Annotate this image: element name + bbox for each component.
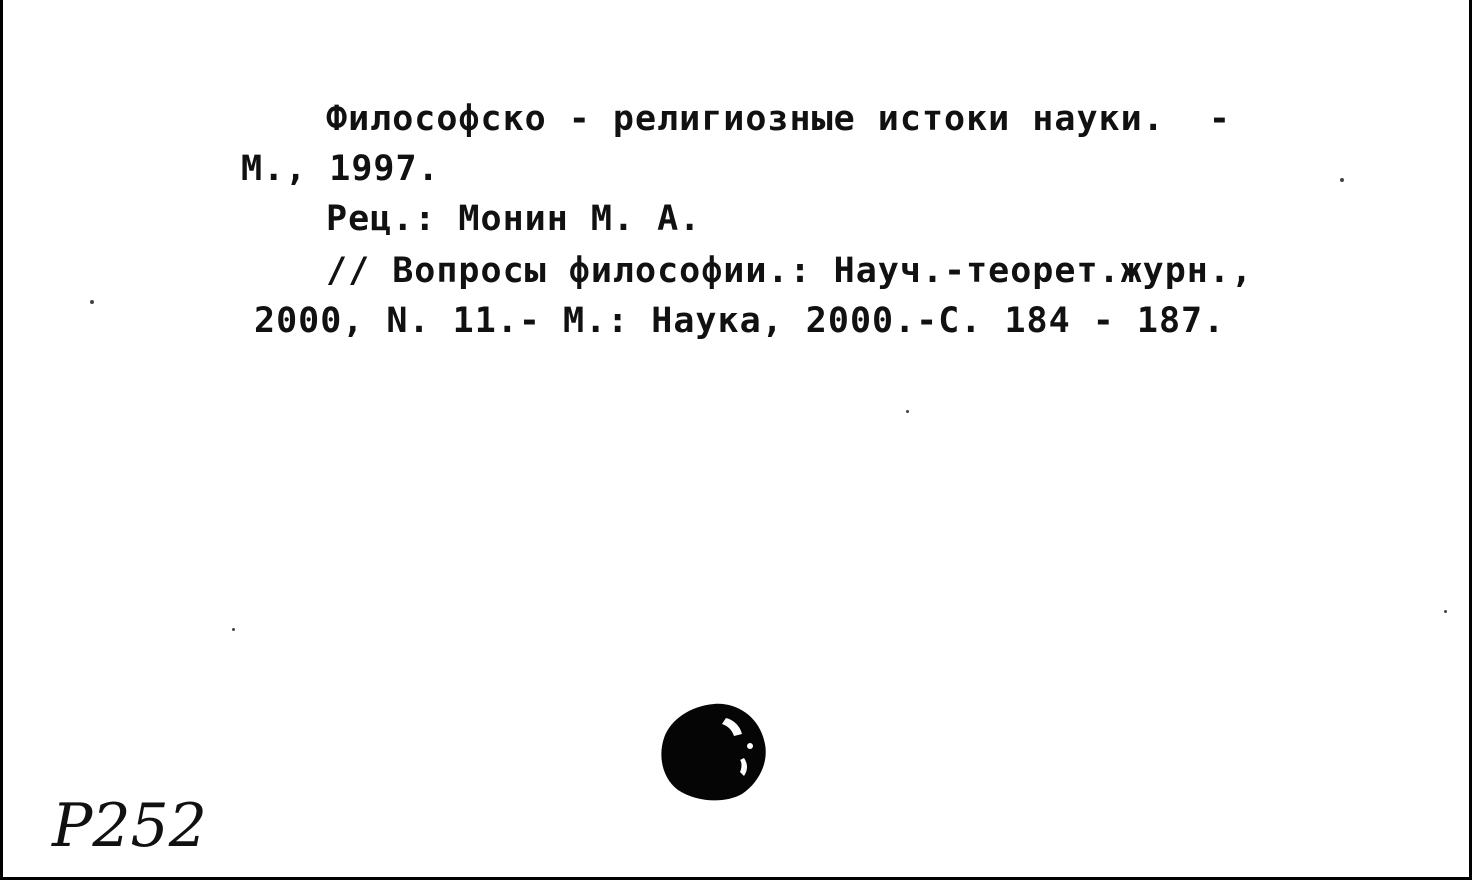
speck — [90, 300, 94, 304]
speck — [1444, 610, 1447, 613]
punch-hole-blot — [656, 700, 772, 804]
publication-line: М., 1997. — [241, 149, 440, 189]
journal-line: // Вопросы философии.: Науч.-теорет.журн., — [326, 251, 1254, 291]
card-left-edge — [0, 0, 3, 880]
title-line: Философско - религиозные истоки науки. - — [326, 99, 1231, 139]
speck — [906, 410, 909, 413]
speck — [232, 628, 235, 631]
reviewer-line: Рец.: Монин М. А. — [326, 199, 702, 239]
handwritten-shelfmark: Р252 — [52, 791, 207, 861]
speck — [1340, 178, 1344, 182]
issue-line: 2000, N. 11.- М.: Наука, 2000.-С. 184 - 187. — [254, 301, 1226, 341]
